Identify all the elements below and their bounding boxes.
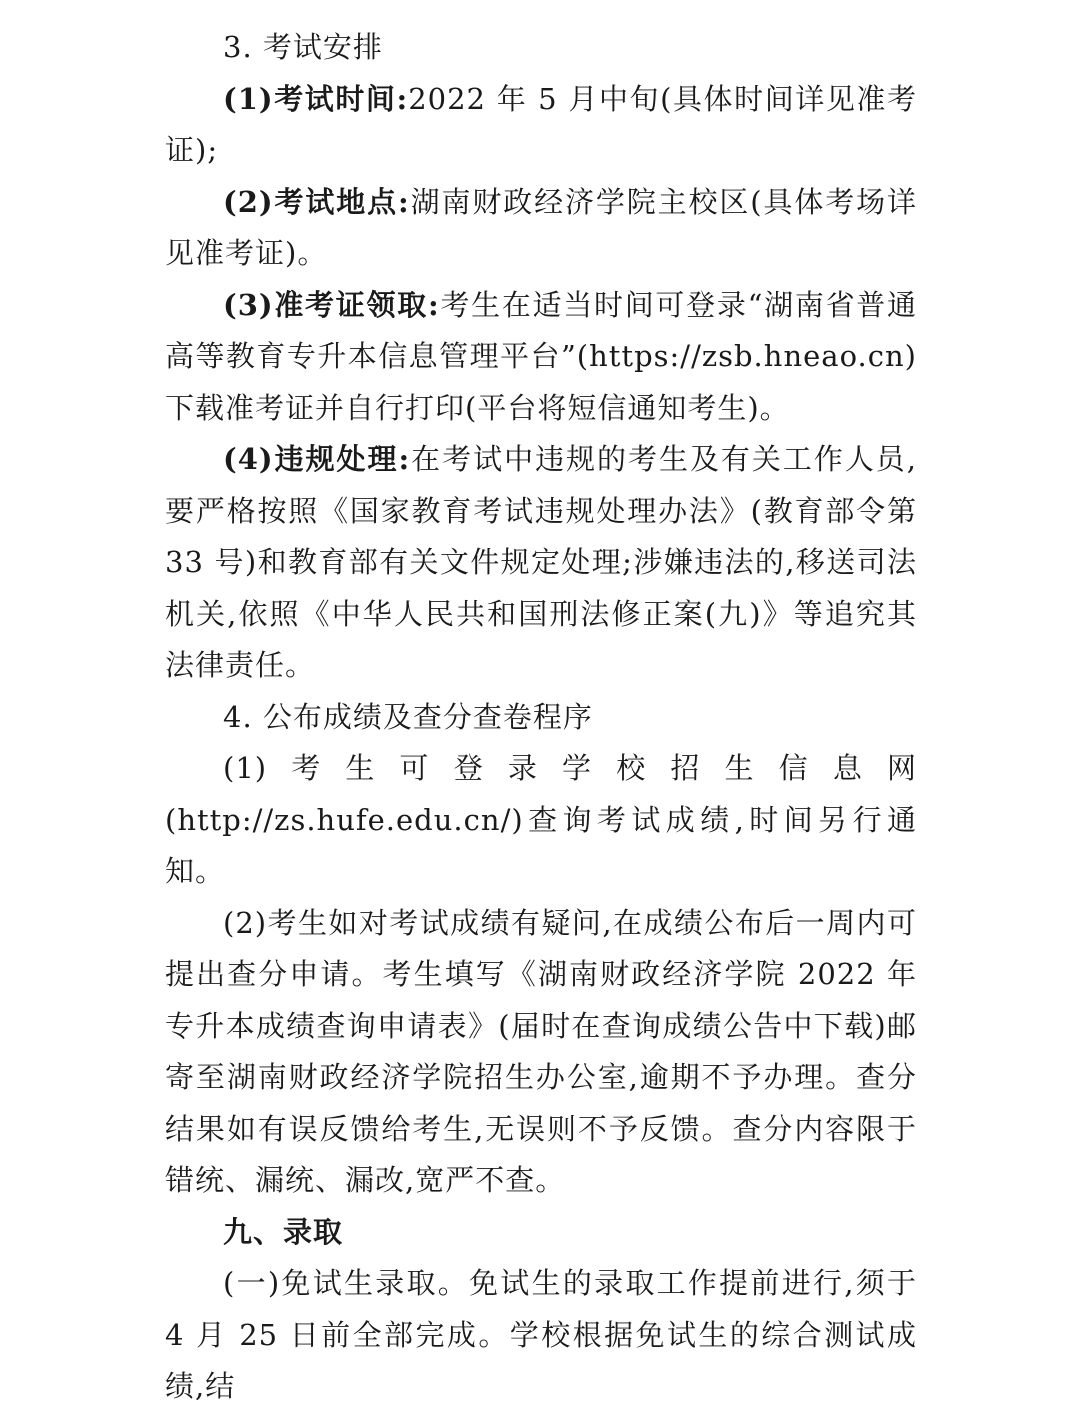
- section-4-heading: [165, 692, 917, 744]
- section-9-heading: [165, 1207, 917, 1259]
- admission-ticket-label: (3)准考证领取:: [223, 287, 440, 322]
- exempt-admission-paragraph: [165, 1258, 917, 1413]
- score-query-paragraph: [165, 743, 917, 898]
- document-body: [165, 22, 917, 1413]
- section-3-heading-text: 3. 考试安排: [223, 30, 383, 64]
- violation-handling-text: 在考试中违规的考生及有关工作人员,要严格按照《国家教育考试违规处理办法》(教育部令第 33 号)和教育部有关文件规定处理;涉嫌违法的,移送司法机关,依照《中华人民共和国刑法修正案(九)》等追究其法律责任。: [165, 442, 917, 682]
- admission-ticket-text: 考生在适当时间可登录“湖南省普通高等教育专升本信息管理平台”(https://zsb.hneao.cn)下载准考证并自行打印(平台将短信通知考生)。: [165, 287, 918, 425]
- exam-time-text: 2022 年 5 月中旬(具体时间详见准考证);: [165, 81, 917, 167]
- violation-handling-label: (4)违规处理:: [223, 442, 411, 476]
- violation-handling-paragraph: [165, 434, 917, 692]
- exam-time-label: (1)考试时间:: [223, 81, 409, 116]
- exam-location-label: (2)考试地点:: [223, 184, 410, 219]
- section-9-heading-text: 九、录取: [223, 1214, 344, 1249]
- exempt-admission-text: (一)免试生录取。免试生的录取工作提前进行,须于 4 月 25 日前全部完成。学校根据免试生的综合测试成绩,结: [165, 1266, 917, 1403]
- score-review-paragraph: [165, 898, 917, 1207]
- admission-ticket-paragraph: [165, 280, 917, 435]
- exam-location-text: 湖南财政经济学院主校区(具体考场详见准考证)。: [165, 184, 917, 270]
- exam-location-paragraph: [165, 177, 917, 280]
- section-4-heading-text: 4. 公布成绩及查分查卷程序: [223, 699, 593, 734]
- score-review-text: (2)考生如对考试成绩有疑问,在成绩公布后一周内可提出查分申请。考生填写《湖南财政经济学院 2022 年专升本成绩查询申请表》(届时在查询成绩公告中下载)邮寄至湖南财政经济学院招生办公室,逾期不予办理。查分结果如有误反馈给考生,无误则不予反馈。查分内容限于错统、漏统、漏改,宽严不查。: [165, 905, 917, 1197]
- score-query-text: (1)考生可登录学校招生信息网(http://zs.hufe.edu.cn/)查询考试成绩,时间另行通知。: [165, 751, 917, 888]
- exam-time-paragraph: [165, 74, 917, 177]
- section-3-heading: [165, 22, 917, 74]
